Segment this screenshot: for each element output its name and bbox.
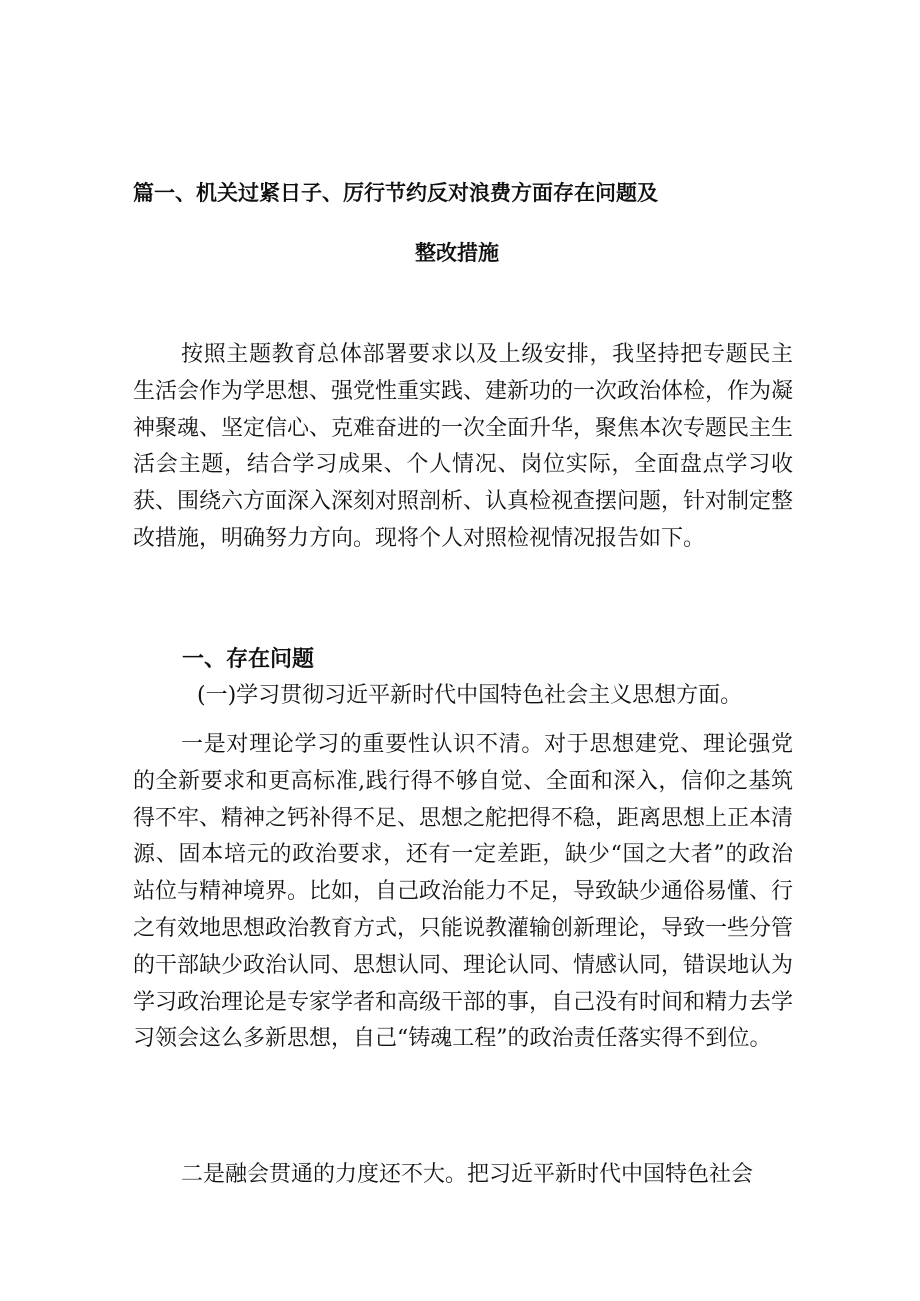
intro-paragraph: 按照主题教育总体部署要求以及上级安排，我坚持把专题民主生活会作为学思想、强党性重实践、建新功的一次政治体检，作为凝神聚魂、坚定信心、克难奋进的一次全面升华，聚焦本次专题民主生活会主题，结合学习成果、个人情况、岗位实际，全面盘点学习收获、围绕六方面深入深刻对照剖析、认真检视查摆问题，针对制定整改措施，明确努力方向。现将个人对照检视情况报告如下。 xyxy=(133,342,794,551)
document-title-line-2: 整改措施 xyxy=(415,240,499,265)
paragraph-1: 一是对理论学习的重要性认识不清。对于思想建党、理论强党的全新要求和更高标准,践行得不够自觉、全面和深入，信仰之基筑得不牢、精神之钙补得不足、思想之舵把得不稳，距离思想上正本清源、固本培元的政治要求，还有一定差距，缺少“国之大者”的政治站位与精神境界。比如，自己政治能力不足，导致缺少通俗易懂、行之有效地思想政治教育方式，只能说教灌输创新理论，导致一些分管的干部缺少政治认同、思想认同、理论认同、情感认同，错误地认为学习政治理论是专家学者和高级干部的事，自己没有时间和精力去学习领会这么多新思想，自己“铸魂工程”的政治责任落实得不到位。 xyxy=(133,732,794,1052)
paragraph-2: 二是融会贯通的力度还不大。把习近平新时代中国特色社会 xyxy=(181,1162,754,1187)
document-title-line-1: 篇一、机关过紧日子、厉行节约反对浪费方面存在问题及 xyxy=(133,180,658,205)
subsection-heading: (一)学习贯彻习近平新时代中国特色社会主义思想方面。 xyxy=(197,683,743,708)
section-heading: 一、存在问题 xyxy=(182,646,315,672)
